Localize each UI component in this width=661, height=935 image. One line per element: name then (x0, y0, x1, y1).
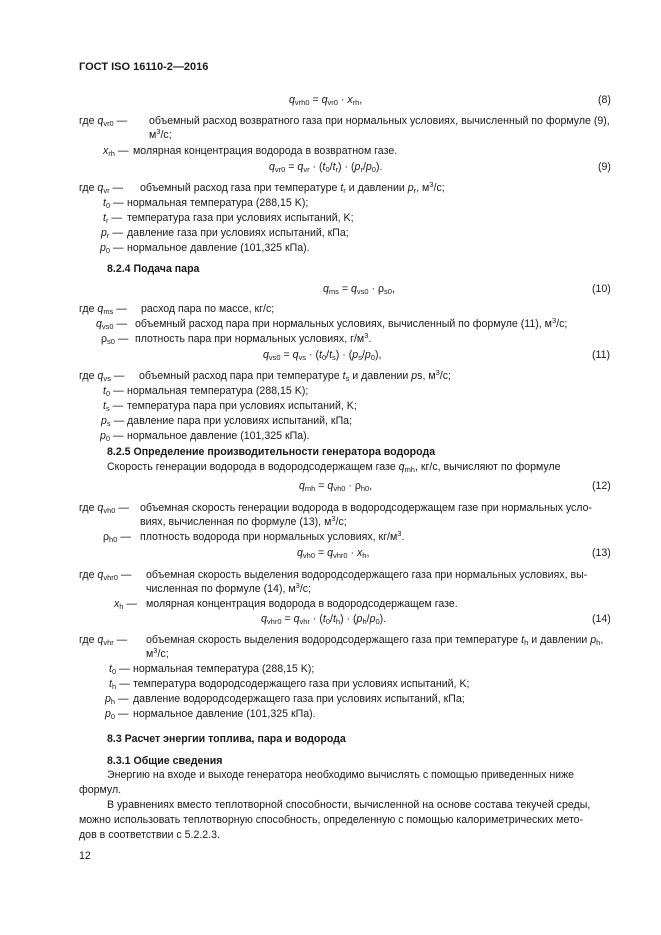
definition-term: где $q_{vs}$ — (79, 370, 125, 383)
definition-text: нормальная температура (288,15 K); (127, 385, 309, 397)
equation-10-number: (10) (592, 283, 611, 295)
definition-text: $м^3/с$; (149, 127, 172, 141)
definition-text: объемный расход пара при нормальных условиях, вычисленный по формуле (11), $м^3/с$; (135, 316, 568, 330)
definition-term: где $q_{vh0}$ — (79, 502, 129, 515)
definition-text: температура газа при условиях испытаний, K; (127, 212, 354, 224)
section-heading-8-3-1: 8.3.1 Общие сведения (107, 755, 223, 767)
definition-text: $м^3/с$; (146, 646, 169, 660)
definition-text: нормальная температура (288,15 K); (133, 663, 315, 675)
equation-8: $q_{vrh0} = q_{vr0} \cdot x_{rh}$, (289, 94, 363, 107)
definition-term: $q_{vs0}$ — (96, 318, 128, 331)
definition-text: нормальное давление (101,325 кПа). (127, 430, 310, 442)
definition-text: объемный расход пара при температуре $t_s$ и давлении ps, $м^3/с$; (139, 368, 451, 383)
definition-text: давление пара при условиях испытаний, кПа; (127, 415, 353, 427)
section-heading-8-2-4: 8.2.4 Подача пара (107, 263, 200, 275)
definition-text: молярная концентрация водорода в водородсодержащем газе. (146, 598, 458, 610)
definition-text: температура пара при условиях испытаний, K; (127, 400, 357, 412)
equation-9: $q_{vr0} = q_{vr} \cdot (t_0/t_r) \cdot (p_r/p_0)$. (269, 161, 383, 174)
paragraph-line: можно использовать теплотворную способность, определенную с помощью калориметрических мето- (79, 814, 584, 826)
equation-13: $q_{vh0} = q_{vhr0} \cdot x_h$, (297, 547, 370, 560)
definition-term: $t_r$ — (103, 212, 122, 225)
definition-text: численная по формуле (14), $м^3/с$; (146, 581, 312, 595)
definition-term: $p_h$ — (105, 693, 129, 706)
definition-text: давление газа при условиях испытаний, кПа; (127, 227, 349, 239)
definition-term: $p_0$ — (100, 242, 124, 255)
definition-term: $t_0$ — (103, 197, 124, 210)
definition-text: объемная скорость выделения водородсодержащего газа при температуре $t_h$ и давлении $p_h$, (146, 634, 604, 647)
definition-term: где $q_{vr}$ — (79, 182, 124, 195)
definition-term: $\rho_{h0}$ — (103, 531, 131, 544)
definition-term: $\rho_{s0}$ — (101, 333, 129, 346)
definition-term: $t_0$ — (103, 385, 124, 398)
definition-term: $p_0$ — (105, 708, 129, 721)
definition-term: $p_s$ — (101, 415, 125, 428)
equation-13-number: (13) (592, 547, 611, 559)
section-heading-8-2-5: 8.2.5 Определение производительности генератора водорода (107, 446, 436, 458)
definition-text: объемный расход возвратного газа при нормальных условиях, вычисленный по формуле (9), (149, 115, 610, 127)
definition-term: $p_0$ — (100, 430, 124, 443)
definition-text: объемный расход газа при температуре $t_r$ и давлении $p_r$, $м^3/с$; (140, 180, 445, 195)
definition-text: плотность пара при нормальных условиях, $г/м^3$. (135, 331, 372, 345)
definition-term: где $q_{ms}$ — (79, 303, 127, 316)
definition-term: $t_h$ — (109, 678, 130, 691)
definition-term: где $q_{vhr0}$ — (79, 569, 132, 582)
definition-term: $t_s$ — (103, 400, 124, 413)
equation-9-number: (9) (598, 161, 611, 173)
definition-text: нормальная температура (288,15 K); (127, 197, 309, 209)
definition-term: $x_h$ — (114, 598, 138, 611)
equation-11: $q_{vs0} = q_{vs} \cdot (t_0/t_s) \cdot (p_s/p_0)$, (263, 349, 382, 362)
equation-14-number: (14) (592, 613, 611, 625)
paragraph-line: формул. (79, 784, 122, 796)
equation-8-number: (8) (598, 94, 611, 106)
definition-term: где $q_{vhr}$ — (79, 634, 128, 647)
definition-term: $x_{rh}$ — (103, 145, 129, 158)
equation-12-number: (12) (592, 480, 611, 492)
definition-text: объемная скорость генерации водорода в водородсодержащем газе при нормальных усло- (140, 502, 593, 514)
definition-term: где $q_{vr0}$ — (79, 115, 128, 128)
definition-term: $t_0$ — (109, 663, 130, 676)
definition-text: плотность водорода при нормальных условиях, $кг/м^3$. (140, 529, 405, 543)
definition-text: нормальное давление (101,325 кПа). (127, 242, 310, 254)
definition-term: $p_r$ — (101, 227, 123, 240)
definition-text: виях, вычисленная по формуле (13), $м^3/с$; (140, 514, 347, 528)
document-header: ГОСТ ISO 16110-2—2016 (79, 61, 209, 73)
definition-text: давление водородсодержащего газа при условиях испытаний, кПа; (133, 693, 465, 705)
definition-text: нормальное давление (101,325 кПа). (133, 708, 316, 720)
equation-14: $q_{vhr0} = q_{vhr} \cdot (t_0/t_h) \cdot (p_h/p_0)$. (261, 613, 387, 626)
equation-10: $q_{ms} = q_{vs0} \cdot \rho_{s0}$, (323, 283, 395, 296)
paragraph-line: дов в соответствии с 5.2.2.3. (79, 829, 220, 841)
paragraph-line: В уравнениях вместо теплотворной способности, вычисленной на основе состава текучей среды, (107, 799, 591, 811)
equation-11-number: (11) (592, 349, 611, 361)
section-heading-8-3: 8.3 Расчет энергии топлива, пара и водорода (107, 733, 346, 745)
definition-text: расход пара по массе, кг/с; (141, 303, 275, 315)
equation-12: $q_{mh} = q_{vh0} \cdot \rho_{h0}$, (299, 480, 373, 493)
paragraph: Скорость генерации водорода в водородсодержащем газе $q_{mh}$, кг/с, вычисляют по формуле (107, 461, 561, 474)
definition-text: температура водородсодержащего газа при условиях испытаний, K; (133, 678, 470, 690)
paragraph-line: Энергию на входе и выходе генератора необходимо вычислять с помощью приведенных ниже (107, 769, 575, 781)
definition-text: объемная скорость выделения водородсодержащего газа при нормальных условиях, вы- (146, 569, 588, 581)
page-number: 12 (79, 850, 91, 862)
definition-text: молярная концентрация водорода в возвратном газе. (133, 145, 398, 157)
